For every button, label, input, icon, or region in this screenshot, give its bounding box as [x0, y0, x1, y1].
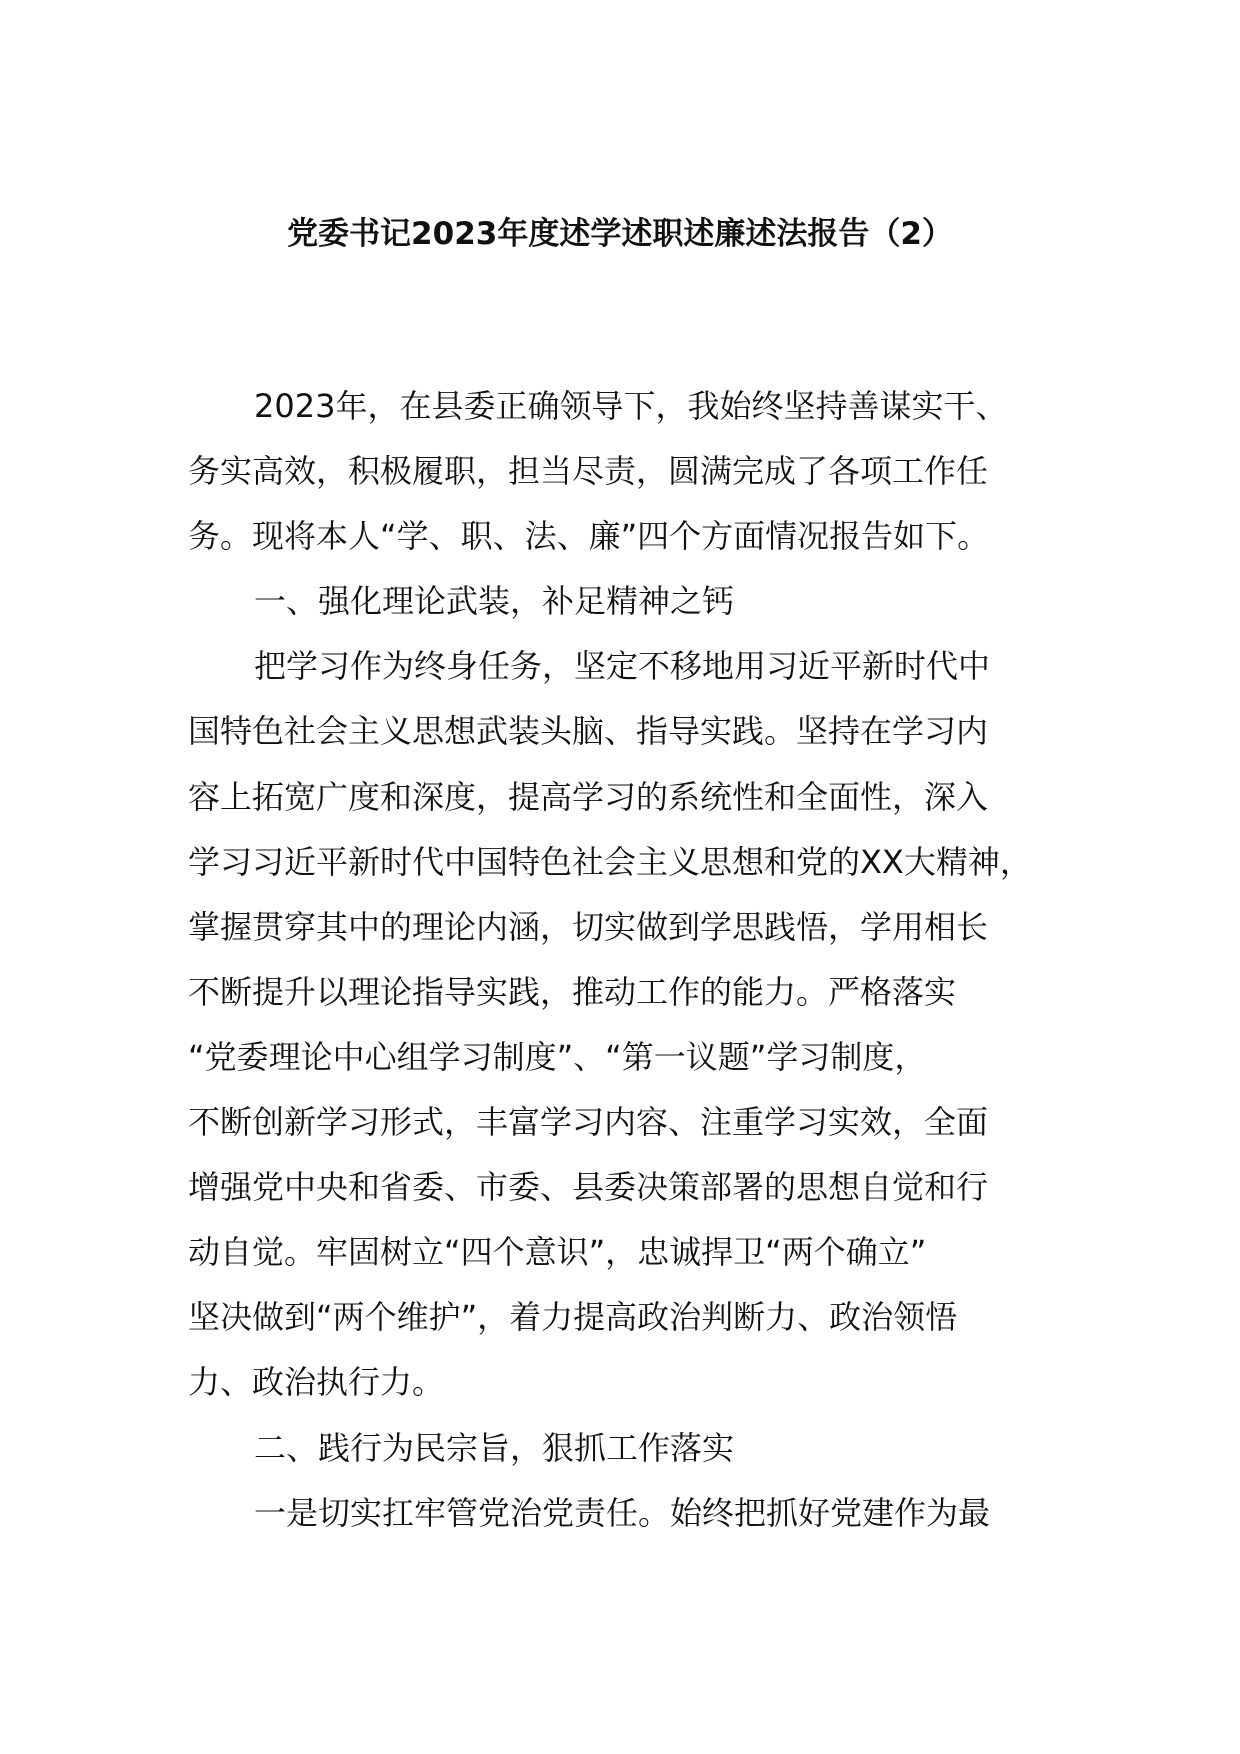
text-line: 把学习作为终身任务，坚定不移地用习近平新时代中: [254, 647, 991, 686]
section-heading: 一、强化理论武装，补足精神之钙: [254, 582, 735, 621]
text-line: 不断创新学习形式，丰富学习内容、注重学习实效，全面: [188, 1103, 989, 1142]
document-body: [188, 374, 1078, 1546]
text-line: 务。现将本人“学、职、法、廉”四个方面情况报告如下。: [188, 517, 990, 556]
text-line: 学习习近平新时代中国特色社会主义思想和党的XX大精神，: [188, 842, 1032, 881]
text-line: 增强党中央和省委、市委、县委决策部署的思想自觉和行: [188, 1168, 989, 1207]
section-heading: 二、践行为民宗旨，狠抓工作落实: [254, 1428, 735, 1467]
text-line: 一是切实扛牢管党治党责任。始终把抓好党建作为最: [254, 1493, 991, 1532]
text-line: 不断提升以理论指导实践，推动工作的能力。严格落实: [188, 972, 957, 1011]
text-line: 力、政治执行力。: [188, 1363, 445, 1402]
text-line: 2023年，在县委正确领导下，我始终坚持善谋实干、: [254, 387, 1008, 425]
text-line: “党委理论中心组学习制度”、“第一议题”学习制度，: [188, 1037, 927, 1076]
text-line: 掌握贯穿其中的理论内涵，切实做到学思践悟，学用相长: [188, 907, 989, 946]
text-line: 国特色社会主义思想武装头脑、指导实践。坚持在学习内: [188, 712, 989, 751]
text-line: 务实高效，积极履职，担当尽责，圆满完成了各项工作任: [188, 452, 989, 491]
document-title: 党委书记2023年度述学述职述廉述法报告（2）: [287, 216, 953, 252]
text-line: 动自觉。牢固树立“四个意识”，忠诚捍卫“两个确立”: [188, 1233, 927, 1272]
text-line: 容上拓宽广度和深度，提高学习的系统性和全面性，深入: [188, 777, 989, 816]
text-line: 坚决做到“两个维护”，着力提高政治判断力、政治领悟: [188, 1298, 958, 1337]
